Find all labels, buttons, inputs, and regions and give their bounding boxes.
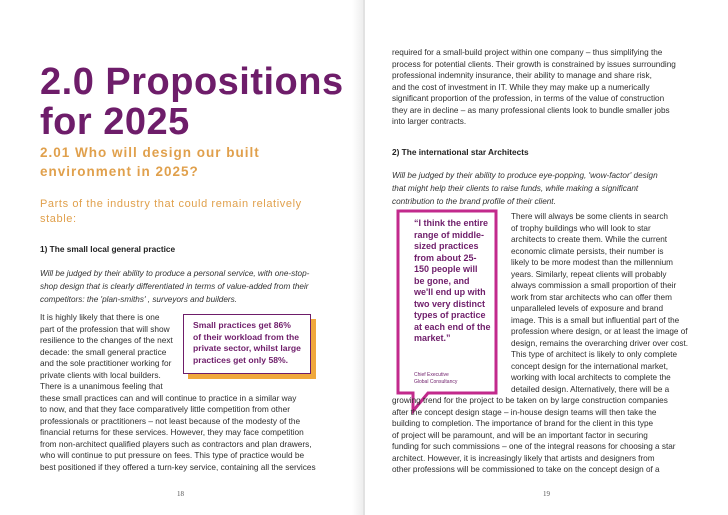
title-line: for 2025 bbox=[40, 101, 190, 143]
quote-line: sized practices bbox=[414, 241, 479, 251]
body-line: image. This is a small but influential part of the bbox=[511, 315, 680, 325]
body-line: of trophy buildings who will look to star bbox=[511, 223, 651, 233]
body-line: years. Similarly, repeat clients will probably bbox=[511, 269, 667, 279]
italic-line: that might help their clients to raise funds, while making a significant bbox=[392, 184, 639, 193]
quote-attribution-line: Global Consultancy bbox=[414, 379, 458, 385]
body-line: decade: the small general practice bbox=[40, 346, 167, 357]
quote-line: 150 people will bbox=[414, 264, 478, 274]
body-line: work from star architects who can offer them bbox=[511, 292, 672, 302]
body-line: detailed design. Alternatively, there will be a bbox=[511, 384, 670, 394]
body-line: to now, and that they face comparatively little competition from other bbox=[40, 404, 290, 414]
body-line: always commission a small proportion of their bbox=[511, 281, 677, 290]
chapter-title bbox=[40, 62, 344, 142]
callout-text bbox=[184, 315, 310, 366]
body-line: working with local architects to complete the bbox=[511, 373, 671, 382]
body-line: building to completion. The importance of brand for the client in this type bbox=[392, 419, 654, 428]
body-line: unparalleled levels of exposure and brand bbox=[511, 304, 664, 313]
pull-quote-text bbox=[414, 218, 500, 345]
callout-line: Small practices get 86% bbox=[193, 320, 291, 330]
body-line: other professions will be commissioned to take on the concept design of a bbox=[392, 465, 660, 474]
page-number-right: 19 bbox=[543, 490, 550, 498]
body-line: economic climate persists, their number is bbox=[511, 246, 664, 256]
body-paragraph-wide bbox=[40, 393, 316, 474]
body-line: funding for such commissions – one of the integral reasons for choosing a star bbox=[392, 442, 676, 451]
section-heading bbox=[40, 143, 340, 181]
body-line: profession where design, or at least the image of bbox=[511, 327, 688, 336]
body-line: best positioned if they offered a turn-key service, containing all the services bbox=[40, 461, 316, 472]
body-line: significant proportion of the profession, in terms of the value of construction bbox=[392, 94, 665, 103]
quote-line: at each end of the bbox=[414, 321, 491, 332]
intro-line: Parts of the industry that could remain relatively bbox=[40, 198, 302, 210]
quote-line: market.” bbox=[414, 333, 451, 343]
body-line: after the concept design stage – in-house design teams will then take the bbox=[392, 407, 657, 417]
section-heading-line: environment in 2025? bbox=[40, 164, 199, 179]
body-line: required for a small-build project within one company – thus simplifying the bbox=[392, 48, 663, 57]
callout-box bbox=[183, 314, 311, 374]
body-line: they are in decline – as many professional clients look to bundle smaller jobs bbox=[392, 105, 670, 115]
body-paragraph-top bbox=[392, 47, 676, 128]
body-line: from non-architect qualified players such as contractors and plan drawers, bbox=[40, 438, 312, 449]
italic-line: contribution to the brand profile of their client. bbox=[392, 197, 556, 206]
quote-line: we'll end up with bbox=[414, 287, 486, 297]
body-line: these small practices can and will continue to practice in a similar way bbox=[40, 392, 297, 403]
quote-line: be gone, and bbox=[414, 275, 470, 286]
body-line: and the cost of investment in IT. While they may make up a numerically bbox=[392, 82, 650, 92]
quote-line: from about 25- bbox=[414, 252, 477, 263]
section-heading-line: 2.01 Who will design our built bbox=[40, 145, 260, 160]
body-line: professional indemnity insurance, their ability to manage and share risk, bbox=[392, 71, 652, 80]
page-number-left: 18 bbox=[177, 490, 184, 498]
italic-line: competitors: the 'plan-smiths' , surveyors and builders. bbox=[40, 295, 237, 304]
body-line: There is a unanimous feeling that bbox=[40, 381, 163, 391]
quote-line: two very distinct bbox=[414, 298, 486, 309]
body-paragraph-narrow bbox=[40, 312, 173, 393]
body-line: concept design for the international market, bbox=[511, 361, 669, 371]
quote-attribution bbox=[414, 372, 457, 386]
body-paragraph-wide bbox=[392, 395, 676, 476]
body-line: architect. However, it is increasingly likely that artists and designers from bbox=[392, 453, 655, 463]
body-line: resilience to the changes of the next bbox=[40, 335, 173, 345]
page-gutter-shadow bbox=[352, 0, 363, 515]
quote-line: types of practice bbox=[414, 310, 486, 320]
page-spine bbox=[363, 0, 365, 515]
subheading-star-architects: 2) The international star Architects bbox=[392, 147, 529, 157]
italic-line: shop design that is clearly differentiated in terms of value-added from their bbox=[40, 282, 309, 291]
body-line: likely to be more modest than the millennium bbox=[511, 258, 674, 267]
subheading-small-practice: 1) The small local general practice bbox=[40, 244, 176, 254]
intro-text bbox=[40, 197, 340, 227]
body-line: private clients with local builders. bbox=[40, 369, 161, 380]
body-line: It is highly likely that there is one bbox=[40, 312, 160, 322]
body-line: growing trend for the project to be taken on by large construction companies bbox=[392, 396, 668, 405]
body-line: part of the profession that will show bbox=[40, 323, 170, 334]
body-line: who will continue to put pressure on fees. This type of practice would be bbox=[40, 450, 305, 460]
body-line: design, remains the overarching driver over cost. bbox=[511, 338, 689, 348]
intro-line: stable: bbox=[40, 213, 77, 225]
italic-summary bbox=[40, 267, 340, 306]
body-line: professionals or practitioners – not least because of the modesty of the bbox=[40, 415, 301, 426]
title-line: 2.0 Propositions bbox=[40, 61, 344, 103]
callout-line: of their workload from the bbox=[193, 331, 299, 342]
body-line: process for potential clients. Their growth is constrained by issues surrounding bbox=[392, 59, 676, 69]
body-line: financial returns for these services. However, they may face competition bbox=[40, 427, 304, 437]
italic-line: Will be judged by their ability to produce a personal service, with one-stop- bbox=[40, 269, 310, 278]
body-line: This type of architect is likely to only complete bbox=[511, 350, 678, 359]
callout-line: private sector, whilst large bbox=[193, 343, 301, 353]
body-line: architects to create them. While the current bbox=[511, 235, 668, 244]
body-paragraph-narrow bbox=[511, 211, 688, 395]
body-line: of project will be paramount, and will be an important factor in securing bbox=[392, 430, 648, 440]
italic-line: Will be judged by their ability to produce eye-popping, 'wow-factor' design bbox=[392, 171, 658, 180]
quote-line: “I think the entire bbox=[414, 218, 489, 228]
quote-attribution-line: Chief Executive bbox=[414, 372, 449, 378]
quote-line: range of middle- bbox=[414, 229, 485, 240]
body-line: into larger contracts. bbox=[392, 117, 467, 126]
body-line: and the sole practitioner working for bbox=[40, 358, 172, 368]
callout-line: practices get only 58%. bbox=[193, 354, 289, 365]
body-line: There will always be some clients in search bbox=[511, 212, 668, 221]
